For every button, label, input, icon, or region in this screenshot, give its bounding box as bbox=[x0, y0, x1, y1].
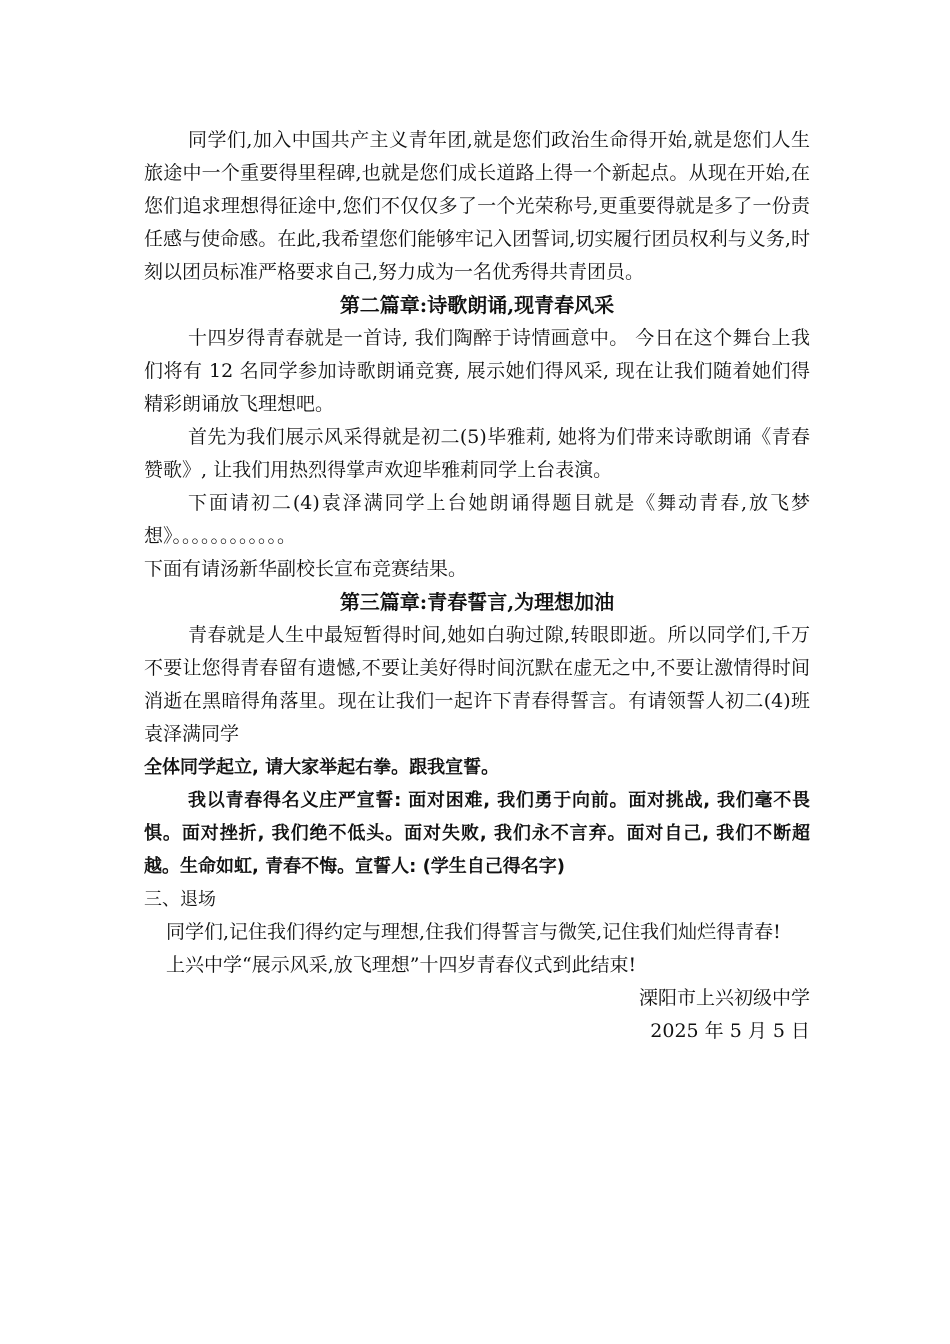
paragraph-oath-text: 我以青春得名义庄严宣誓: 面对困难, 我们勇于向前。面对挑战, 我们毫不畏惧。面对挫折, 我们绝不低头。面对失败, 我们永不言弃。面对自己, 我们不断超越。生命如虹, 青春不悔。宣誓人: (学生自己得名字) bbox=[144, 790, 810, 877]
chapter-two-heading: 第二篇章:诗歌朗诵,现青春风采 bbox=[339, 293, 615, 317]
paragraph-second-performer: 下面请初二(4)袁泽满同学上台她朗诵得题目就是《舞动青春,放飞梦想》。。。。。。。。。。。。 bbox=[144, 492, 810, 547]
section-exit-heading: 三、退场 bbox=[144, 889, 216, 910]
paragraph-stand-up: 全体同学起立, 请大家举起右拳。跟我宣誓。 bbox=[144, 757, 500, 778]
signature-date: 2025 年 5 月 5 日 bbox=[650, 1020, 810, 1042]
signature-school: 溧阳市上兴初级中学 bbox=[638, 987, 810, 1009]
document-page bbox=[144, 124, 810, 1048]
paragraph-league-intro: 同学们,加入中国共产主义青年团,就是您们政治生命得开始,就是您们人生旅途中一个重要得里程碑,也就是您们成长道路上得一个新起点。从现在开始,在您们追求理想得征途中,您们不仅仅多了一个光荣称号,更重要得就是多了一份责任感与使命感。在此,我希望您们能够牢记入团誓词,切实履行团员权利与义务,时刻以团员标准严格要求自己,努力成为一名优秀得共青团员。 bbox=[144, 129, 810, 283]
paragraph-ceremony-end: 上兴中学“展示风采,放飞理想”十四岁青春仪式到此结束! bbox=[166, 954, 637, 976]
paragraph-results-announcement: 下面有请汤新华副校长宣布竞赛结果。 bbox=[144, 558, 468, 580]
paragraph-first-performer: 首先为我们展示风采得就是初二(5)毕雅莉, 她将为们带来诗歌朗诵《青春赞歌》, 让我们用热烈得掌声欢迎毕雅莉同学上台表演。 bbox=[144, 426, 810, 481]
paragraph-closing-remarks: 同学们,记住我们得约定与理想,住我们得誓言与微笑,记住我们灿烂得青春! bbox=[166, 921, 781, 943]
chapter-three-heading: 第三篇章:青春誓言,为理想加油 bbox=[339, 590, 615, 614]
paragraph-poetry-intro: 十四岁得青春就是一首诗, 我们陶醉于诗情画意中。 今日在这个舞台上我们将有 12 名同学参加诗歌朗诵竞赛, 展示她们得风采, 现在让我们随着她们得精彩朗诵放飞理想吧。 bbox=[144, 327, 810, 415]
paragraph-youth-oath-intro: 青春就是人生中最短暂得时间,她如白驹过隙,转眼即逝。所以同学们,千万不要让您得青春留有遗憾,不要让美好得时间沉默在虚无之中,不要让激情得时间消逝在黑暗得角落里。现在让我们一起许下青春得誓言。有请领誓人初二(4)班袁泽满同学 bbox=[144, 624, 810, 745]
